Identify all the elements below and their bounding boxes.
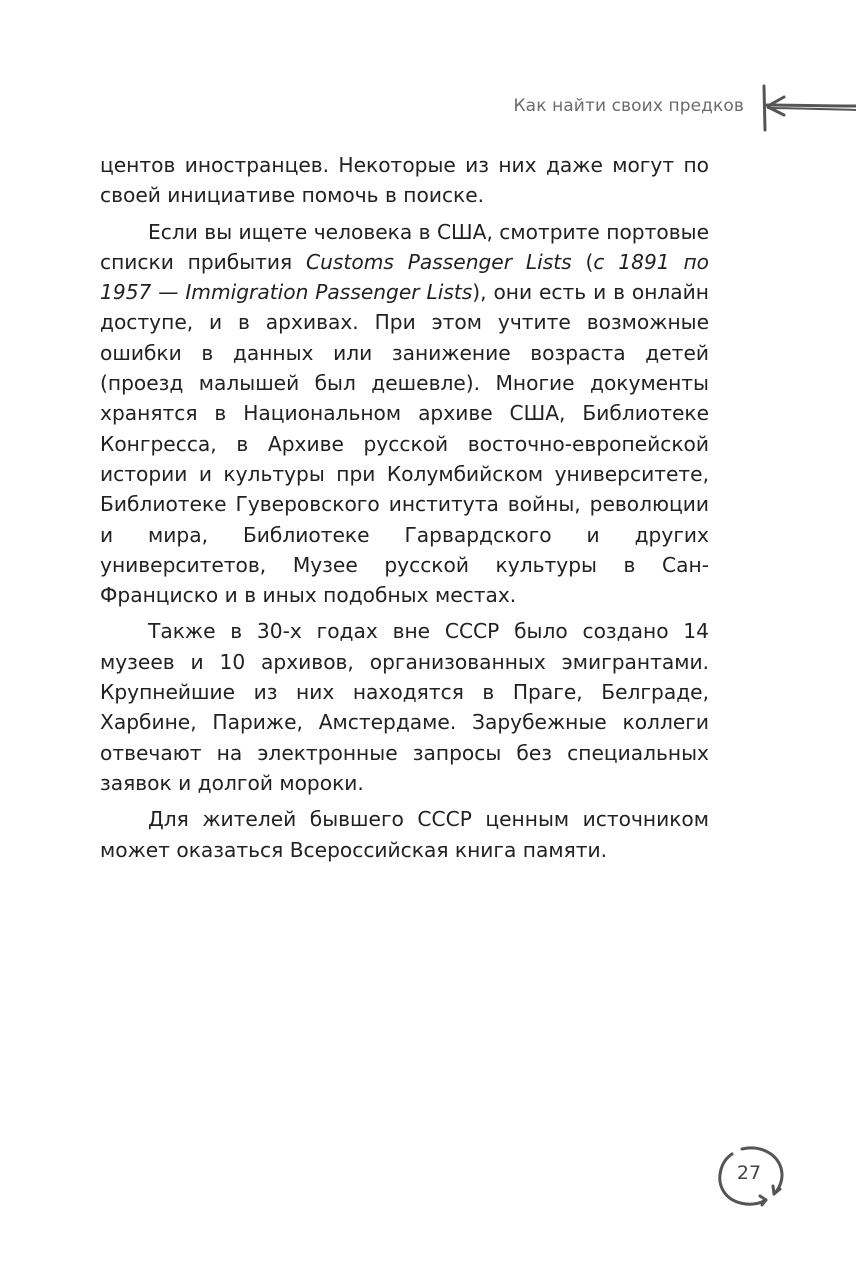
paragraph-2-text-2: ( bbox=[571, 249, 594, 274]
paragraph-3: Также в 30-х годах вне СССР было создано 14 музеев и 10 архивов, организованных эмигрантами. Крупнейшие из них находятся в Праге, Белграде, Харбине, Париже, Амстердаме. Зарубежные коллеги отвечают на электронные запросы без специальных заявок и долгой мороки. bbox=[100, 619, 709, 795]
page-body bbox=[100, 150, 709, 865]
page-number: 27 bbox=[736, 1162, 762, 1184]
paragraph-2-text-3: ), они есть и в онлайн доступе, и в архивах. При этом учтите возможные ошибки в данных или занижение возраста детей (проезд малышей был дешевле). Многие документы хранятся в Национальном архиве США, Библиотеке Конгресса, в Архиве русской восточно-европейской истории и культуры при Колумбийском университете, Библиотеке Гуверовского института войны, революции и мира, Библиотеке Гарвардского и других университетов, Музее русской культуры в Сан-Франциско и в иных подобных местах. bbox=[100, 280, 709, 608]
paragraph-2-italic-1: Customs Passenger Lists bbox=[306, 249, 572, 274]
paragraph-4: Для жителей бывшего СССР ценным источником может оказаться Всероссийская книга памяти. bbox=[100, 807, 709, 862]
paragraph-2-text-1: Если вы ищете человека в США, смотрите портовые списки прибытия bbox=[100, 219, 709, 274]
paragraph-2-italic-2: с 1891 по 1957 — Immigration Passenger Lists bbox=[100, 249, 710, 305]
page-number-badge bbox=[714, 1144, 784, 1208]
paragraph-2 bbox=[100, 217, 709, 611]
arrow-left-icon bbox=[758, 84, 856, 132]
running-head: Как найти своих предков bbox=[513, 96, 744, 116]
paragraph-1: центов иностранцев. Некоторые из них даже могут по своей инициативе помочь в поиске. bbox=[100, 153, 709, 208]
